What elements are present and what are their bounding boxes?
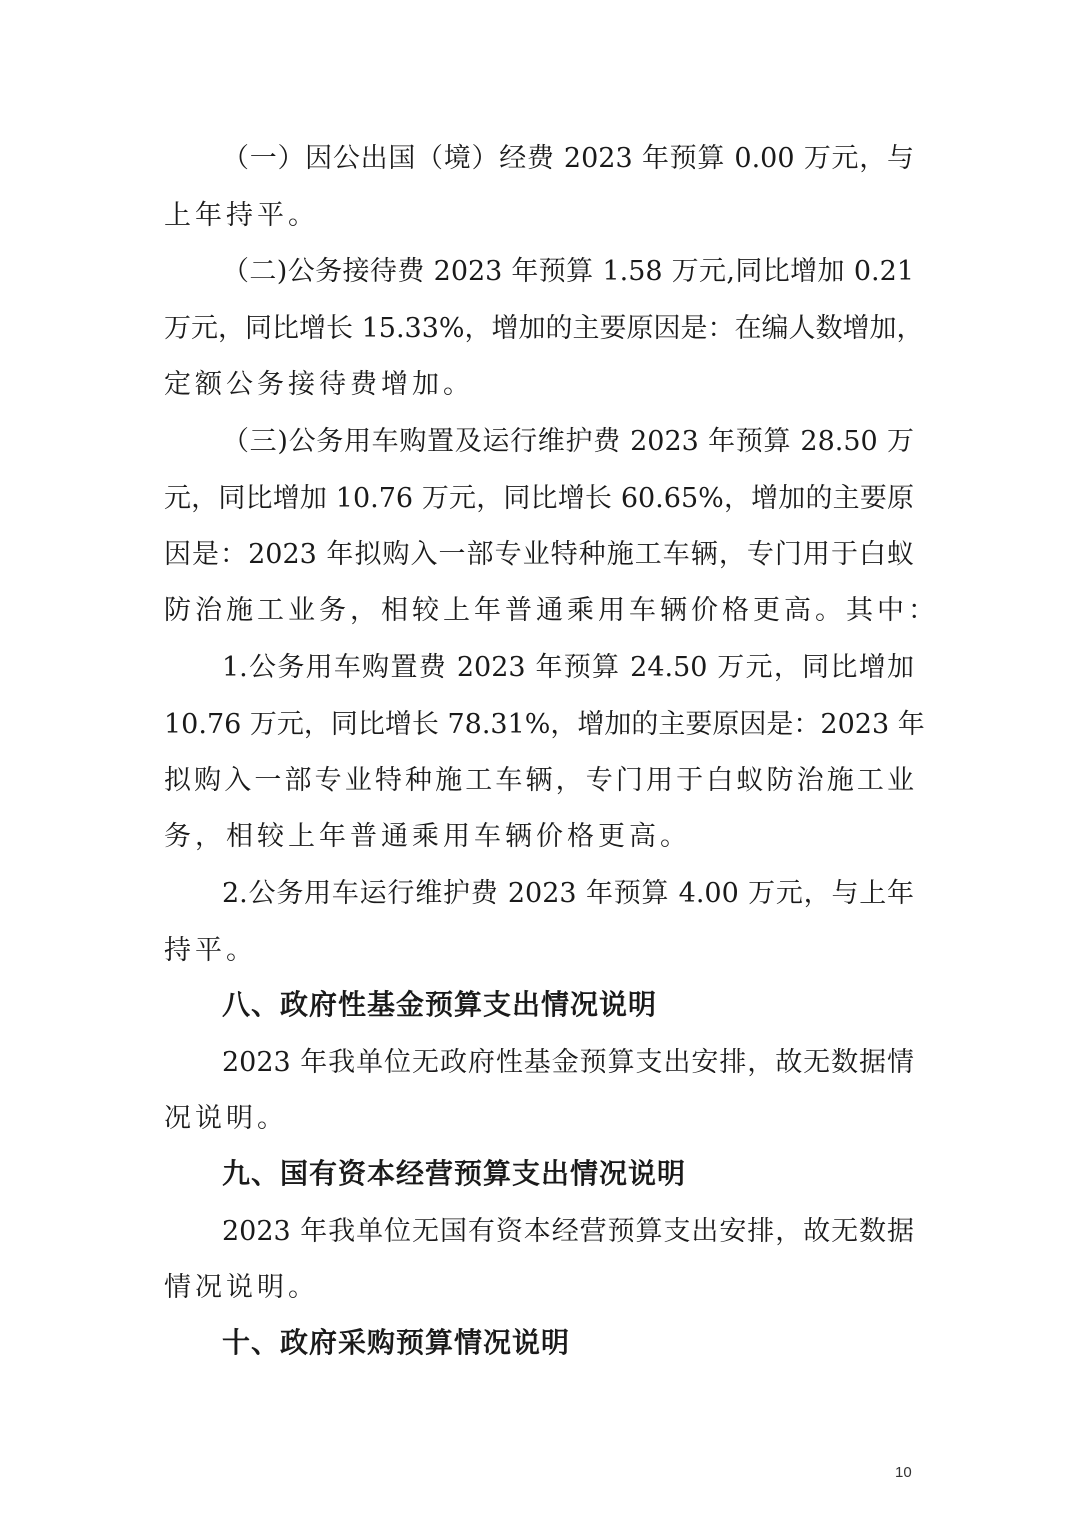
section-heading-10: 十、政府采购预算情况说明 [222, 1326, 571, 1359]
paragraph-line: 因是：2023 年拟购入一部专业特种施工车辆，专门用于白蚁 [164, 539, 914, 570]
paragraph-line: 1.公务用车购置费 2023 年预算 24.50 万元，同比增加 [222, 652, 914, 683]
paragraph-line: 况说明。 [164, 1103, 288, 1134]
paragraph-line: 元，同比增加 10.76 万元，同比增长 60.65%，增加的主要原 [164, 483, 914, 514]
paragraph-line: 2.公务用车运行维护费 2023 年预算 4.00 万元，与上年 [222, 878, 914, 909]
section-heading-8: 八、政府性基金预算支出情况说明 [222, 988, 658, 1021]
paragraph-line: 定额公务接待费增加。 [164, 369, 474, 400]
paragraph-line: 2023 年我单位无国有资本经营预算支出安排，故无数据 [222, 1216, 914, 1247]
paragraph-line: 上年持平。 [164, 200, 319, 231]
paragraph-line: 2023 年我单位无政府性基金预算支出安排，故无数据情 [222, 1047, 914, 1078]
section-heading-9: 九、国有资本经营预算支出情况说明 [222, 1157, 687, 1190]
paragraph-line: 情况说明。 [164, 1272, 319, 1303]
paragraph-line: 务，相较上年普通乘用车辆价格更高。 [164, 821, 691, 852]
paragraph-line: （二)公务接待费 2023 年预算 1.58 万元,同比增加 0.21 [222, 256, 914, 287]
paragraph-line: 防治施工业务，相较上年普通乘用车辆价格更高。其中： [164, 595, 939, 626]
paragraph-line: （三)公务用车购置及运行维护费 2023 年预算 28.50 万 [222, 426, 914, 457]
paragraph-line: 万元，同比增长 15.33%，增加的主要原因是：在编人数增加， [164, 313, 924, 344]
page-number: 10 [895, 1464, 912, 1481]
paragraph-line: 10.76 万元，同比增长 78.31%，增加的主要原因是：2023 年 [164, 709, 925, 740]
paragraph-line: （一）因公出国（境）经费 2023 年预算 0.00 万元，与 [222, 143, 914, 174]
paragraph-line: 拟购入一部专业特种施工车辆，专门用于白蚁防治施工业 [164, 765, 914, 796]
paragraph-line: 持平。 [164, 935, 257, 966]
